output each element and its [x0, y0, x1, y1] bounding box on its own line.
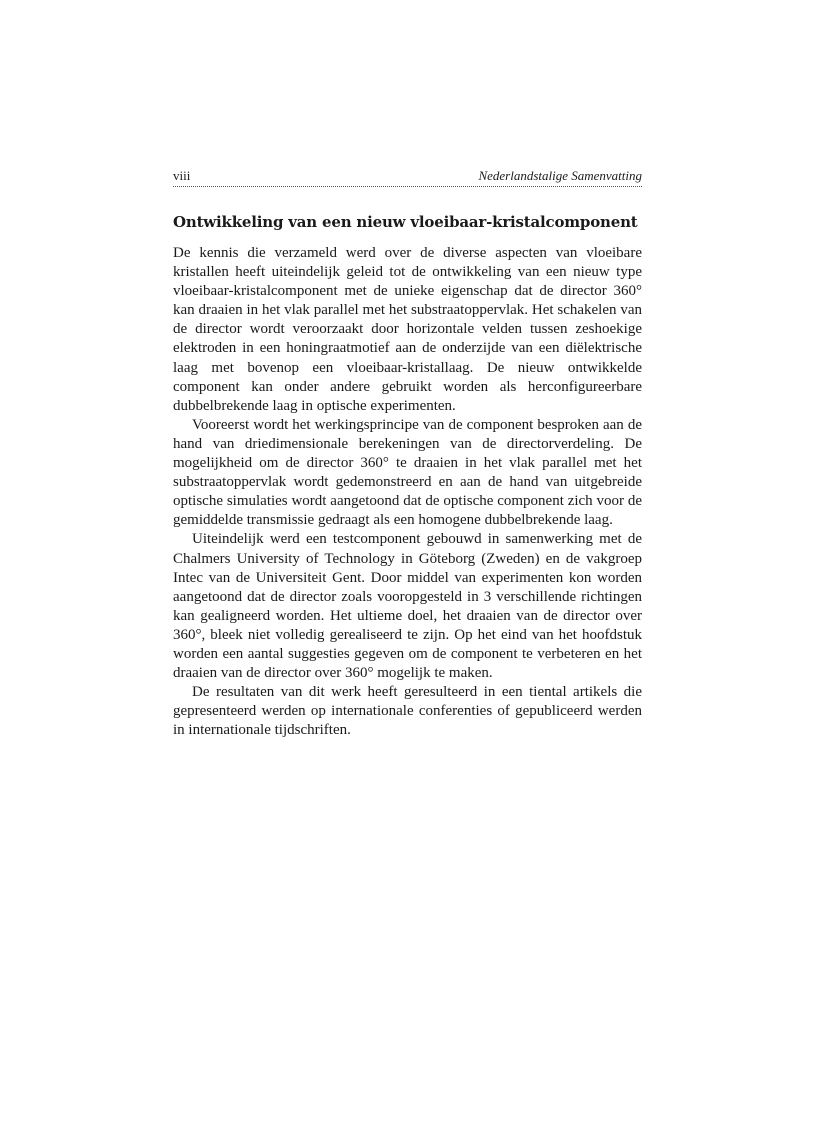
body-text — [173, 244, 642, 740]
page-number: viii — [173, 168, 191, 183]
page-content — [173, 168, 642, 740]
chapter-title: Nederlandstalige Samenvatting — [478, 168, 642, 183]
paragraph-1: De kennis die verzameld werd over de diverse aspecten van vloeibare kristallen heeft uiteindelijk geleid tot de ontwikkeling van een nieuw type vloeibaar-kristalcomponent met de unieke eigenschap dat de director 360° kan draaien in het vlak parallel met het substraatoppervlak. Het schakelen van de director wordt veroorzaakt door horizontale velden tussen zeshoekige elektroden in een honingraatmotief aan de onderzijde van een diëlektrische laag met bovenop een vloeibaar-kristallaag. De nieuw ontwikkelde component kan onder andere gebruikt worden als herconfigureerbare dubbelbrekende laag in optische experimenten. — [173, 245, 642, 414]
paragraph-4: De resultaten van dit werk heeft geresulteerd in een tiental artikels die gepresenteerd werden op internationale conferenties of gepubliceerd werden in internationale tijdschriften. — [173, 684, 642, 739]
paragraph-3: Uiteindelijk werd een testcomponent gebouwd in samenwerking met de Chalmers University of Technology in Göteborg (Zweden) en de vakgroep Intec van de Universiteit Gent. Door middel van experimenten kon worden aangetoond dat de director zoals vooropgesteld in 3 verschillende richtingen kan gealigneerd worden. Het ultieme doel, het draaien van de director over 360°, bleek niet volledig gerealiseerd te zijn. Op het eind van het hoofdstuk worden een aantal suggesties gegeven om de component te verbeteren en het draaien van de director over 360° mogelijk te maken. — [173, 531, 642, 682]
section-title: Ontwikkeling van een nieuw vloeibaar-kristalcomponent — [173, 213, 638, 231]
paragraph-2: Vooreerst wordt het werkingsprincipe van de component besproken aan de hand van driedimensionale berekeningen van de directorverdeling. De mogelijkheid om de director 360° te draaien in het vlak parallel met het substraatoppervlak wordt gedemonstreerd en aan de hand van uitgebreide optische simulaties wordt aangetoond dat de optische component zich voor de gemiddelde transmissie gedraagt als een homogene dubbelbrekende laag. — [173, 416, 642, 529]
running-header — [173, 168, 642, 187]
